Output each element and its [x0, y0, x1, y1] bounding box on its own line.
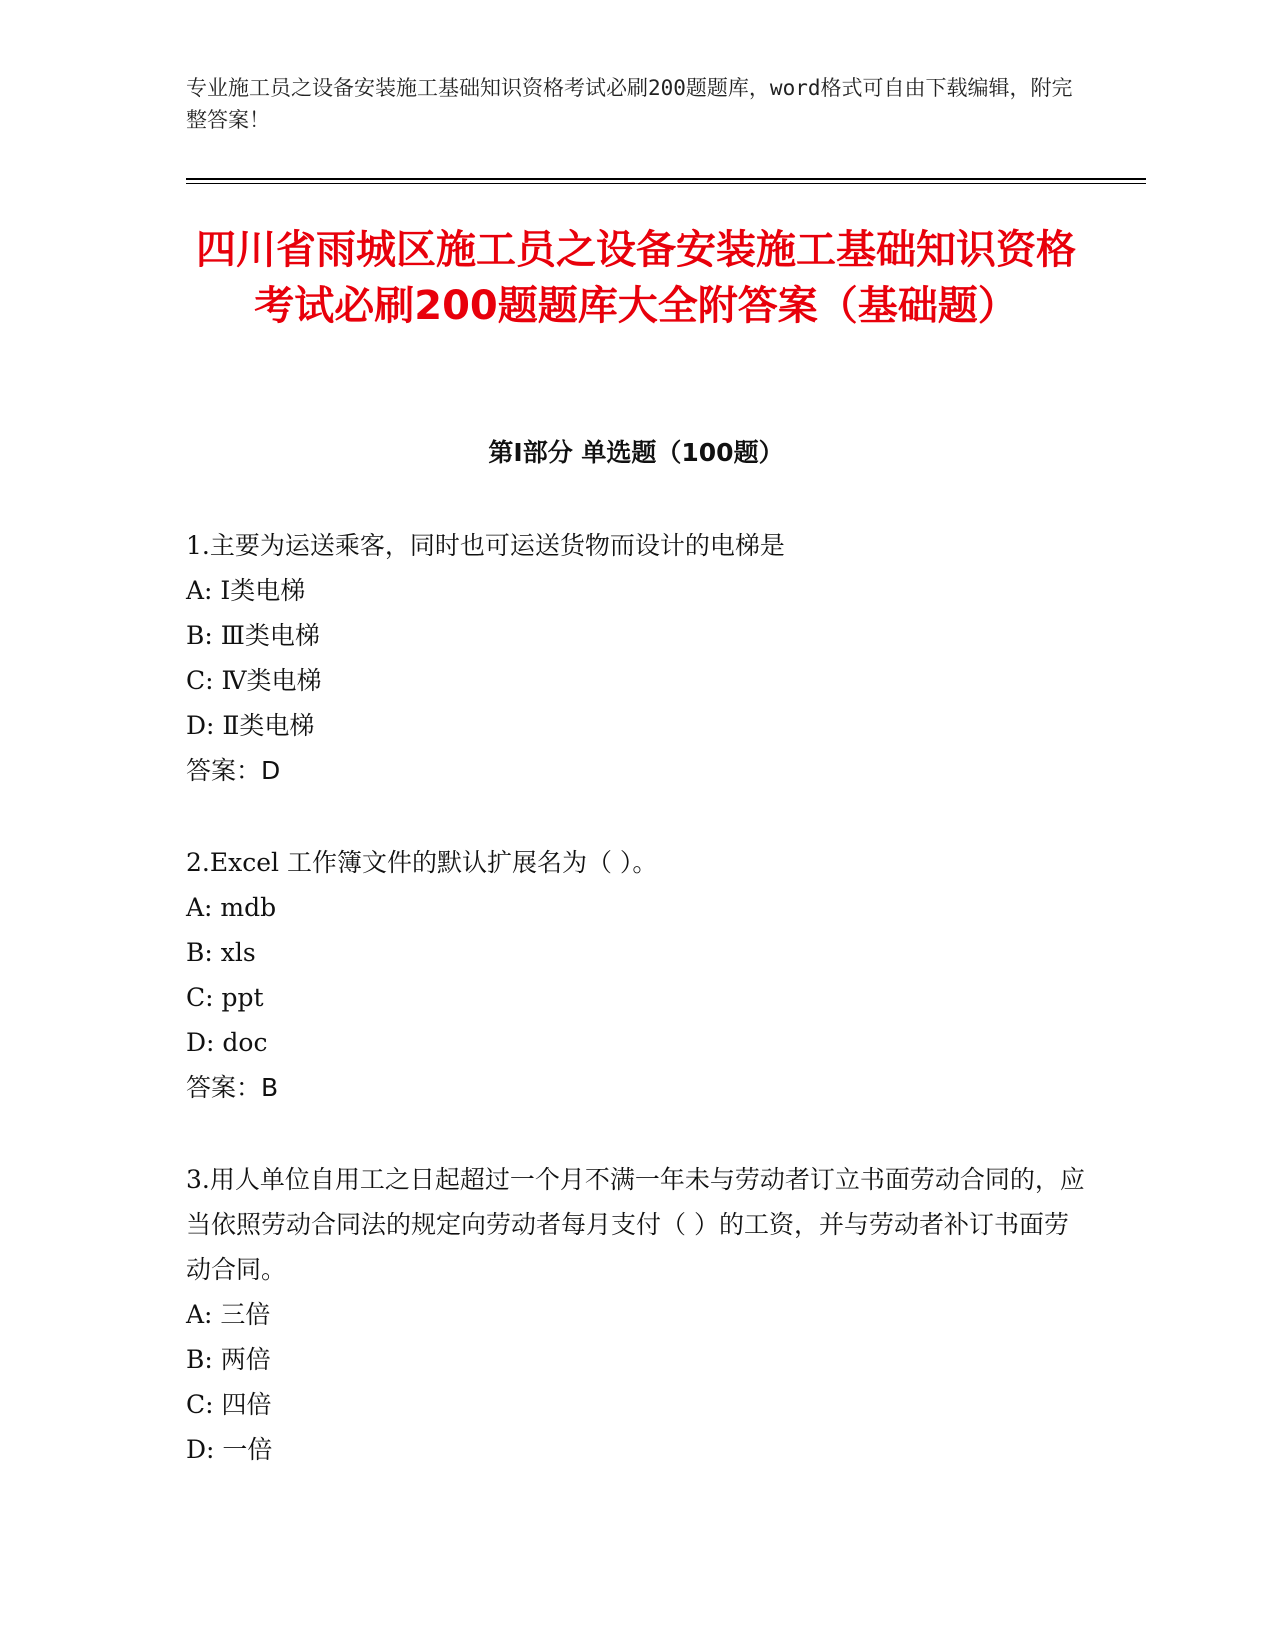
option-d: D: doc: [186, 1028, 268, 1057]
question-stem: 1.主要为运送乘客，同时也可运送货物而设计的电梯是: [186, 531, 785, 560]
question-2: [186, 840, 1086, 1110]
question-3: [186, 1157, 1086, 1472]
answer-line: 答案：B: [186, 1073, 279, 1102]
document-title: 四川省雨城区施工员之设备安装施工基础知识资格考试必刷200题题库大全附答案（基础题）: [196, 227, 1076, 329]
option-a: A: 三倍: [186, 1300, 271, 1329]
option-d: D: Ⅱ类电梯: [186, 711, 315, 740]
section-heading: 第Ⅰ部分 单选题（100题）: [488, 438, 784, 467]
question-stem: 2.Excel 工作簿文件的默认扩展名为（ ）。: [186, 848, 658, 877]
option-a: A: mdb: [186, 893, 277, 922]
option-b: B: Ⅲ类电梯: [186, 621, 320, 650]
header-divider-thin: [186, 183, 1146, 184]
option-b: B: xls: [186, 938, 256, 967]
option-c: C: ppt: [186, 983, 264, 1012]
option-b: B: 两倍: [186, 1345, 271, 1374]
option-d: D: 一倍: [186, 1435, 273, 1464]
option-a: A: Ⅰ类电梯: [186, 576, 306, 605]
answer-line: 答案：D: [186, 756, 281, 785]
option-c: C: 四倍: [186, 1390, 272, 1419]
header-note: 专业施工员之设备安装施工基础知识资格考试必刷200题题库，word格式可自由下载编辑，附完整答案！: [186, 76, 1073, 132]
question-1: [186, 523, 1086, 793]
header-divider-thick: [186, 178, 1146, 180]
question-stem: 3.用人单位自用工之日起超过一个月不满一年未与劳动者订立书面劳动合同的，应当依照劳动合同法的规定向劳动者每月支付（ ）的工资，并与劳动者补订书面劳动合同。: [186, 1165, 1085, 1284]
option-c: C: Ⅳ类电梯: [186, 666, 322, 695]
